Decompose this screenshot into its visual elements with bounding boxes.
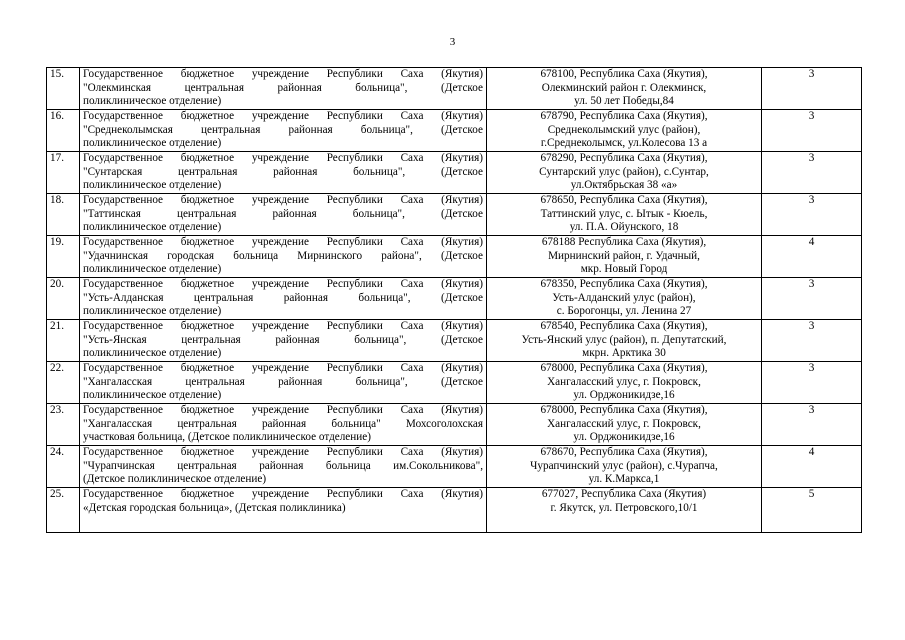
institution-name xyxy=(80,152,487,194)
institution-name-line: "Среднеколымская центральная районная больница", (Детское xyxy=(83,123,483,136)
institution-name-line: поликлиническое отделение) xyxy=(83,347,222,360)
row-value: 4 xyxy=(762,446,862,488)
table-row xyxy=(47,194,862,236)
institution-name-line: "Усть-Янская центральная районная больница", (Детское xyxy=(83,333,483,346)
address-line: с. Борогонцы, ул. Ленина 27 xyxy=(556,305,692,318)
institution-name-line: Государственное бюджетное учреждение Республики Саха (Якутия) xyxy=(83,488,483,500)
address-line: 678650, Республика Саха (Якутия), xyxy=(540,194,708,206)
address-line: ул. Орджоникидзе,16 xyxy=(573,389,675,402)
address-line: 678670, Республика Саха (Якутия), xyxy=(540,446,708,458)
table-body xyxy=(47,68,862,533)
institution-name-line: "Хангаласская центральная районная больница" Мохсоголохская xyxy=(83,417,483,430)
row-number: 25. xyxy=(47,488,80,533)
institution-name-line: "Удачнинская городская больница Мирнинского района", (Детское xyxy=(83,249,483,262)
row-value: 4 xyxy=(762,236,862,278)
institution-name-line: Государственное бюджетное учреждение Республики Саха (Якутия) xyxy=(83,362,483,374)
address-line: ул. Орджоникидзе,16 xyxy=(573,431,675,444)
institution-name-line: Государственное бюджетное учреждение Республики Саха (Якутия) xyxy=(83,110,483,122)
institution-name xyxy=(80,236,487,278)
address-line: 678000, Республика Саха (Якутия), xyxy=(540,362,708,374)
row-value: 3 xyxy=(762,152,862,194)
address-line: г.Среднеколымск, ул.Колесова 13 а xyxy=(540,137,708,150)
row-value: 3 xyxy=(762,68,862,110)
table-row xyxy=(47,362,862,404)
address-line: Чурапчинский улус (район), с.Чурапча, xyxy=(530,459,718,472)
institutions-table xyxy=(46,67,862,533)
row-number: 23. xyxy=(47,404,80,446)
institution-name-line: "Хангаласская центральная районная больница", (Детское xyxy=(83,375,483,388)
institution-name-line: Государственное бюджетное учреждение Республики Саха (Якутия) xyxy=(83,404,483,416)
address-line: 677027, Республика Саха (Якутия) xyxy=(541,488,707,500)
row-value: 3 xyxy=(762,194,862,236)
table-row xyxy=(47,320,862,362)
institution-name-line: поликлиническое отделение) xyxy=(83,389,222,402)
institution-name xyxy=(80,404,487,446)
address-line: ул.Октябрьская 38 «а» xyxy=(570,179,678,192)
institution-address xyxy=(487,236,762,278)
institution-name-line: «Детская городская больница», (Детская поликлиника) xyxy=(83,501,346,514)
row-number: 19. xyxy=(47,236,80,278)
institution-address xyxy=(487,152,762,194)
institution-name xyxy=(80,278,487,320)
address-line: 678540, Республика Саха (Якутия), xyxy=(540,320,708,332)
institution-name xyxy=(80,488,487,533)
institution-address xyxy=(487,110,762,152)
row-number: 18. xyxy=(47,194,80,236)
row-number: 21. xyxy=(47,320,80,362)
address-line: 678000, Республика Саха (Якутия), xyxy=(540,404,708,416)
institution-name-line: Государственное бюджетное учреждение Республики Саха (Якутия) xyxy=(83,152,483,164)
institution-address xyxy=(487,404,762,446)
address-line: ул. К.Маркса,1 xyxy=(588,473,660,486)
institution-name-line: поликлиническое отделение) xyxy=(83,305,222,318)
row-number: 22. xyxy=(47,362,80,404)
address-line: 678350, Республика Саха (Якутия), xyxy=(540,278,708,290)
row-value: 3 xyxy=(762,362,862,404)
table-row xyxy=(47,404,862,446)
row-value: 5 xyxy=(762,488,862,533)
institution-name-line: поликлиническое отделение) xyxy=(83,179,222,192)
address-line: мкрн. Арктика 30 xyxy=(582,347,666,360)
institution-name-line: участковая больница, (Детское поликлиническое отделение) xyxy=(83,431,371,444)
address-line: Усть-Алданский улус (район), xyxy=(552,291,696,304)
institution-name-line: поликлиническое отделение) xyxy=(83,263,222,276)
row-value: 3 xyxy=(762,404,862,446)
address-line: 678100, Республика Саха (Якутия), xyxy=(540,68,708,80)
address-line: Хангаласский улус, г. Покровск, xyxy=(547,375,701,388)
institution-address xyxy=(487,194,762,236)
address-line: 678790, Республика Саха (Якутия), xyxy=(540,110,708,122)
address-line: 678290, Республика Саха (Якутия), xyxy=(540,152,708,164)
address-line: мкр. Новый Город xyxy=(580,263,668,276)
row-number: 24. xyxy=(47,446,80,488)
table-row xyxy=(47,110,862,152)
address-line: Мирнинский район, г. Удачный, xyxy=(548,249,700,262)
page-number: 3 xyxy=(449,36,456,48)
institution-name-line: Государственное бюджетное учреждение Республики Саха (Якутия) xyxy=(83,236,483,248)
institution-name-line: поликлиническое отделение) xyxy=(83,137,222,150)
table-row xyxy=(47,488,862,533)
institution-address xyxy=(487,320,762,362)
institution-name-line: "Олекминская центральная районная больница", (Детское xyxy=(83,81,483,94)
institution-name xyxy=(80,110,487,152)
row-number: 20. xyxy=(47,278,80,320)
table-row xyxy=(47,446,862,488)
institution-name xyxy=(80,68,487,110)
institution-name-line: поликлиническое отделение) xyxy=(83,221,222,234)
address-line: ул. 50 лет Победы,84 xyxy=(574,95,674,108)
institution-name xyxy=(80,194,487,236)
institution-address xyxy=(487,446,762,488)
address-line: Хангаласский улус, г. Покровск, xyxy=(547,417,701,430)
table-row xyxy=(47,236,862,278)
table-row xyxy=(47,278,862,320)
row-value: 3 xyxy=(762,110,862,152)
institution-name xyxy=(80,362,487,404)
institution-name-line: Государственное бюджетное учреждение Республики Саха (Якутия) xyxy=(83,278,483,290)
row-number: 16. xyxy=(47,110,80,152)
institution-address xyxy=(487,68,762,110)
address-line: 678188 Республика Саха (Якутия), xyxy=(541,236,707,248)
address-line: Сунтарский улус (район), с.Сунтар, xyxy=(539,165,709,178)
address-line: г. Якутск, ул. Петровского,10/1 xyxy=(550,501,698,514)
row-number: 15. xyxy=(47,68,80,110)
institution-name-line: Государственное бюджетное учреждение Республики Саха (Якутия) xyxy=(83,320,483,332)
institution-name-line: "Усть-Алданская центральная районная больница", (Детское xyxy=(83,291,483,304)
institution-address xyxy=(487,488,762,533)
institution-name-line: поликлиническое отделение) xyxy=(83,95,222,108)
institution-name-line: "Чурапчинская центральная районная больница им.Сокольникова", xyxy=(83,459,483,472)
table-row xyxy=(47,152,862,194)
address-line: Среднеколымский улус (район), xyxy=(547,123,701,136)
institution-name-line: Государственное бюджетное учреждение Республики Саха (Якутия) xyxy=(83,194,483,206)
institution-name xyxy=(80,446,487,488)
row-number: 17. xyxy=(47,152,80,194)
institution-address xyxy=(487,362,762,404)
address-line: Таттинский улус, с. Ытык - Кюель, xyxy=(540,207,708,220)
address-line: ул. П.А. Ойунского, 18 xyxy=(569,221,679,234)
address-line: Усть-Янский улус (район), п. Депутатский, xyxy=(521,333,727,346)
address-line: Олекминский район г. Олекминск, xyxy=(541,81,707,94)
institution-address xyxy=(487,278,762,320)
institution-name-line: Государственное бюджетное учреждение Республики Саха (Якутия) xyxy=(83,446,483,458)
institution-name-line: "Сунтарская центральная районная больница", (Детское xyxy=(83,165,483,178)
row-value: 3 xyxy=(762,278,862,320)
institution-name-line: "Таттинская центральная районная больница", (Детское xyxy=(83,207,483,220)
table-row xyxy=(47,68,862,110)
institution-name xyxy=(80,320,487,362)
institution-name-line: (Детское поликлиническое отделение) xyxy=(83,473,267,486)
row-value: 3 xyxy=(762,320,862,362)
institution-name-line: Государственное бюджетное учреждение Республики Саха (Якутия) xyxy=(83,68,483,80)
